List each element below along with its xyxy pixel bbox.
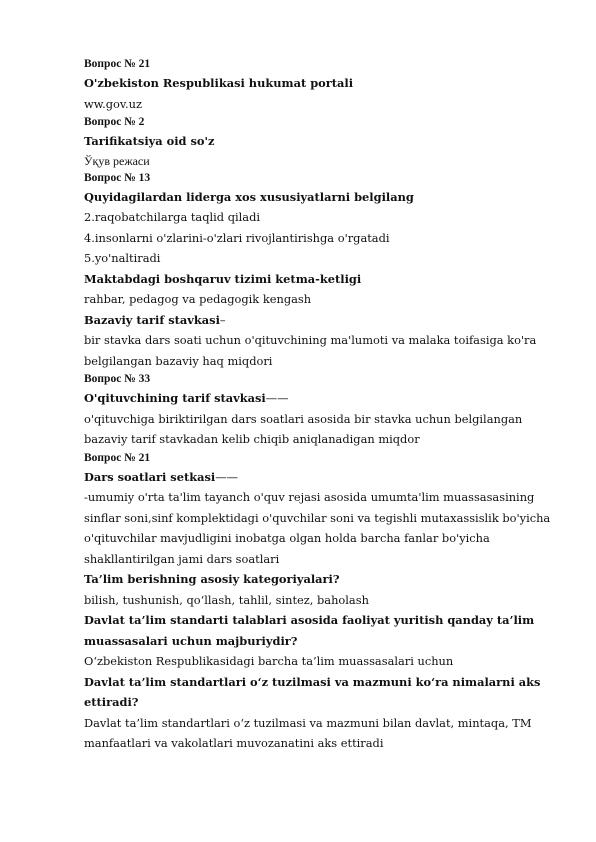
line-text: shakllantirilgan jami dars soatlari: [84, 551, 280, 566]
line-text: ww.gov.uz: [84, 96, 142, 111]
line-text: O‘zbekiston Respublikasidagi barcha ta’lim muassasalari uchun: [84, 654, 454, 668]
answer-text: [84, 289, 564, 310]
line-text: 2.raqobatchilarga taqlid qiladi: [84, 210, 261, 224]
line-text: Tarifikatsiya oid so'z: [84, 134, 215, 148]
question-text: [84, 388, 564, 409]
answer-text: [84, 330, 564, 351]
line-text: manfaatlari va vakolatlari muvozanatini aks ettiradi: [84, 736, 384, 750]
question-text: [84, 131, 564, 152]
line-text: Вопрос № 13: [84, 171, 151, 184]
line-text: belgilangan bazaviy haq miqdori: [84, 353, 273, 368]
answer-text: [84, 351, 564, 372]
line-text: Dars soatlari setkasi: [84, 469, 216, 484]
line-text: muassasalari uchun majburiydir?: [84, 633, 298, 648]
line-text: Ўқув режаси: [84, 153, 150, 168]
line-text: -umumiy o'rta ta'lim tayanch o'quv rejasi asosida umumta'lim muassasasining: [84, 490, 535, 504]
question-text: [84, 672, 564, 693]
answer-text: [84, 207, 564, 228]
line-text: 4.insonlarni o'zlarini-o'zlari rivojlantirishga o'rgatadi: [84, 230, 390, 245]
line-text: Maktabdagi boshqaruv tizimi ketma-ketligi: [84, 271, 362, 286]
answer-text: [84, 94, 564, 115]
question-text: [84, 269, 564, 290]
answer-text: [84, 590, 564, 611]
line-text: 5.yo'naltiradi: [84, 251, 161, 265]
question-number: [84, 56, 564, 73]
answer-text: [84, 528, 564, 549]
line-text: sinflar soni,sinf komplektidagi o'quvchilar soni va tegishli mutaxassislik bo'yicha: [84, 510, 551, 525]
question-text: [84, 73, 564, 94]
line-text: Ta’lim berishning asosiy kategoriyalari?: [84, 572, 340, 586]
line-text: Вопрос № 33: [84, 373, 151, 385]
question-text: [84, 187, 564, 208]
question-text: [84, 467, 564, 488]
line-text: ettiradi?: [84, 695, 139, 709]
question-text: [84, 631, 564, 652]
answer-text: [84, 508, 564, 529]
answer-text: [84, 549, 564, 570]
answer-text: [84, 409, 564, 430]
line-text: Quyidagilardan liderga xos xususiyatlarni belgilang: [84, 189, 414, 204]
dash-suffix: ——: [215, 469, 239, 484]
line-text: rahbar, pedagog va pedagogik kengash: [84, 292, 312, 306]
document-page: [84, 56, 564, 754]
question-number: [84, 371, 564, 388]
answer-text: [84, 733, 564, 754]
question-number: [84, 114, 564, 131]
line-text: o'qituvchiga biriktirilgan dars soatlari asosida bir stavka uchun belgilangan: [84, 411, 523, 426]
line-text: O'zbekiston Respublikasi hukumat portali: [84, 76, 354, 90]
line-text: bazaviy tarif stavkadan kelib chiqib aniqlanadigan miqdor: [84, 432, 420, 446]
line-text: Davlat ta’lim standartlari o‘z tuzilmasi va mazmuni bilan davlat, mintaqa, TM: [84, 715, 532, 730]
answer-text: [84, 152, 564, 170]
question-text: [84, 569, 564, 590]
line-text: Davlat ta’lim standartlari o‘z tuzilmasi va mazmuni ko‘ra nimalarni aks: [84, 674, 541, 689]
line-text: O'qituvchining tarif stavkasi: [84, 391, 266, 405]
question-number: [84, 170, 564, 187]
question-text: [84, 310, 564, 331]
line-text: Bazaviy tarif stavkasi: [84, 312, 220, 327]
answer-text: [84, 429, 564, 450]
question-text: [84, 692, 564, 713]
dash-suffix: ——: [265, 391, 289, 405]
question-text: [84, 610, 564, 631]
answer-text: [84, 487, 564, 508]
line-text: bilish, tushunish, qo‘llash, tahlil, sintez, baholash: [84, 592, 369, 607]
answer-text: [84, 713, 564, 734]
line-text: o'qituvchilar mavjudligini inobatga olgan holda barcha fanlar bo'yicha: [84, 531, 490, 545]
line-text: Вопрос № 2: [84, 116, 145, 128]
question-number: [84, 450, 564, 467]
answer-text: [84, 651, 564, 672]
answer-text: [84, 228, 564, 249]
line-text: Вопрос № 21: [84, 451, 151, 464]
dash-suffix: –: [219, 312, 226, 327]
line-text: bir stavka dars soati uchun o'qituvchining ma'lumoti va malaka toifasiga ko'ra: [84, 333, 537, 347]
line-text: Davlat ta’lim standarti talablari asosida faoliyat yuritish qanday ta’lim: [84, 613, 535, 627]
line-text: Вопрос № 21: [84, 58, 151, 70]
answer-text: [84, 248, 564, 269]
